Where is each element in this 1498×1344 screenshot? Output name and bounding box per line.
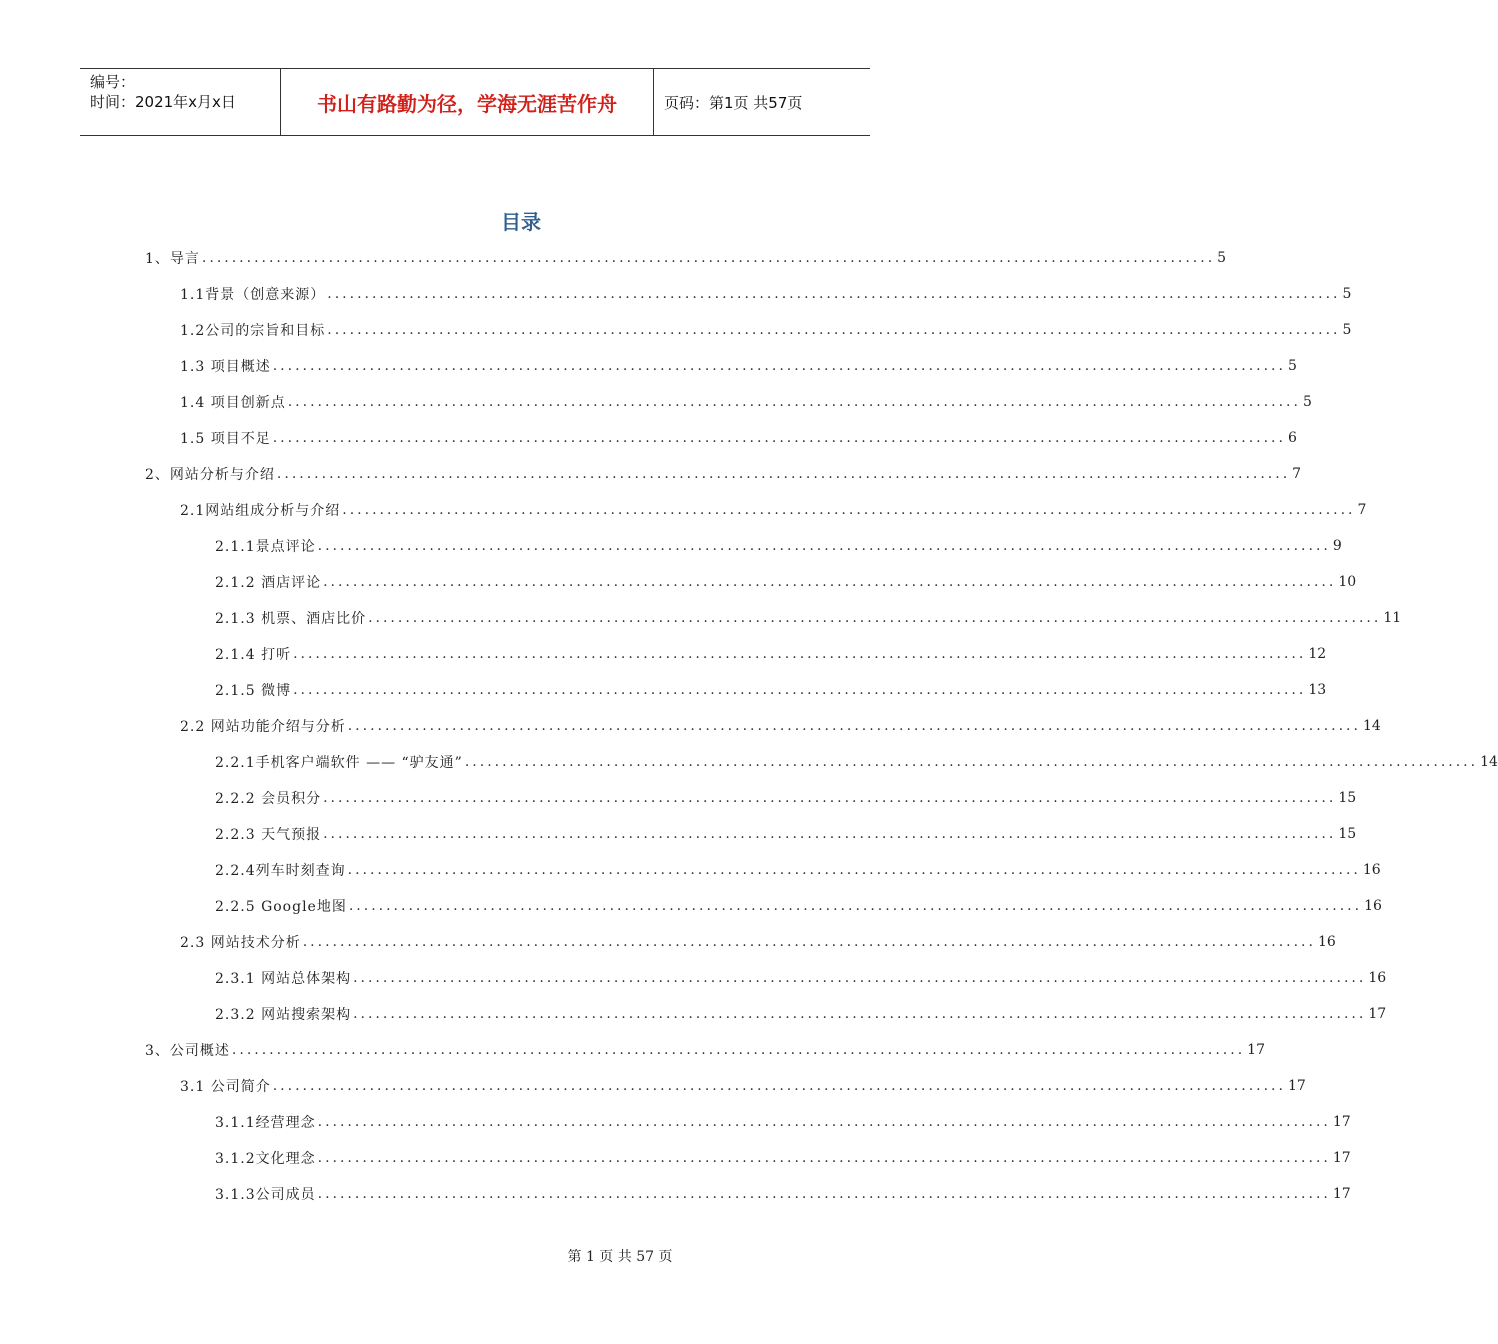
- toc-entry-label: 3.1.2文化理念: [215, 1151, 316, 1167]
- toc-entry[interactable]: [215, 960, 1387, 996]
- header-meta-cell: [80, 69, 281, 135]
- toc-leader-dots: ........................................................................................................................................: [464, 754, 1479, 770]
- toc-entry[interactable]: [145, 1032, 1265, 1068]
- toc-leader-dots: ........................................................................................................................................: [272, 430, 1286, 446]
- toc-entry-label: 2.1.3 机票、酒店比价: [215, 611, 367, 627]
- toc-leader-dots: ........................................................................................................................................: [327, 286, 1341, 302]
- toc-leader-dots: ........................................................................................................................................: [276, 466, 1291, 482]
- toc-entry-page: 7: [1292, 466, 1302, 482]
- toc-entry[interactable]: [215, 996, 1387, 1032]
- toc-entry-label: 2.1.1景点评论: [215, 539, 316, 555]
- toc-entry-label: 1.1背景（创意来源）: [180, 287, 326, 303]
- header-table: [80, 68, 870, 136]
- toc-entry-page: 17: [1332, 1114, 1351, 1130]
- toc-title: 目录: [501, 210, 541, 234]
- toc-entry-label: 3.1.3公司成员: [215, 1187, 316, 1203]
- document-time-label: 时间：2021年x月x日: [90, 93, 236, 111]
- toc-entry[interactable]: [180, 384, 1312, 420]
- toc-entry[interactable]: [215, 1104, 1351, 1140]
- toc-leader-dots: ........................................................................................................................................: [293, 646, 1307, 662]
- toc-leader-dots: ........................................................................................................................................: [323, 826, 1337, 842]
- toc-entry[interactable]: [215, 528, 1342, 564]
- toc-entry-label: 2.1.5 微博: [215, 683, 292, 699]
- toc-entry-label: 3、公司概述: [145, 1043, 230, 1059]
- toc-entry-page: 13: [1308, 682, 1327, 698]
- toc-entry-label: 1.5 项目不足: [180, 431, 271, 447]
- toc-entry[interactable]: [180, 348, 1297, 384]
- toc-entry-page: 11: [1383, 610, 1402, 626]
- toc-entry-page: 16: [1364, 898, 1382, 914]
- toc-entry-page: 5: [1287, 358, 1297, 374]
- toc-entry[interactable]: [145, 456, 1302, 492]
- document-number-label: 编号：: [90, 73, 136, 91]
- toc-entry-label: 2.2.2 会员积分: [215, 791, 322, 807]
- toc-entry[interactable]: [215, 600, 1402, 636]
- toc-leader-dots: ........................................................................................................................................: [327, 322, 1341, 338]
- toc-entry-page: 7: [1357, 502, 1367, 518]
- toc-entry-page: 15: [1338, 790, 1357, 806]
- toc-entry[interactable]: [215, 816, 1357, 852]
- toc-entry-page: 5: [1217, 250, 1227, 266]
- toc-leader-dots: ........................................................................................................................................: [287, 394, 1301, 410]
- toc-leader-dots: ........................................................................................................................................: [317, 1150, 1331, 1166]
- toc-leader-dots: ........................................................................................................................................: [347, 862, 1361, 878]
- toc-entry[interactable]: [145, 240, 1227, 276]
- toc-entry-label: 2、网站分析与介绍: [145, 467, 275, 483]
- toc-entry[interactable]: [180, 924, 1336, 960]
- toc-entry-page: 6: [1287, 430, 1297, 446]
- toc-entry-label: 2.1网站组成分析与介绍: [180, 503, 341, 519]
- header-motto: 书山有路勤为径，学海无涯苦作舟: [281, 69, 654, 135]
- toc-leader-dots: ........................................................................................................................................: [317, 1186, 1331, 1202]
- toc-leader-dots: ........................................................................................................................................: [231, 1042, 1246, 1058]
- toc-entry-page: 17: [1247, 1042, 1265, 1058]
- toc-entry-page: 17: [1332, 1186, 1351, 1202]
- toc-entry[interactable]: [215, 744, 1498, 780]
- toc-entry-label: 3.1 公司简介: [180, 1079, 271, 1095]
- toc-leader-dots: ........................................................................................................................................: [317, 538, 1331, 554]
- toc-entry[interactable]: [215, 1140, 1351, 1176]
- toc-leader-dots: ........................................................................................................................................: [342, 502, 1356, 518]
- toc-entry-label: 2.1.2 酒店评论: [215, 575, 322, 591]
- toc-entry-label: 2.1.4 打听: [215, 647, 292, 663]
- toc-entry-label: 2.3.1 网站总体架构: [215, 971, 352, 987]
- toc-entry-page: 15: [1338, 826, 1357, 842]
- toc-entry-label: 2.2.4列车时刻查询: [215, 863, 346, 879]
- toc-leader-dots: ........................................................................................................................................: [201, 250, 1216, 266]
- toc-leader-dots: ........................................................................................................................................: [323, 574, 1337, 590]
- toc-leader-dots: ........................................................................................................................................: [293, 682, 1307, 698]
- page-footer: 第 1 页 共 57 页: [567, 1249, 673, 1265]
- toc-entry[interactable]: [215, 636, 1327, 672]
- toc-entry-page: 14: [1480, 754, 1498, 770]
- toc-entry[interactable]: [215, 780, 1357, 816]
- toc-entry[interactable]: [180, 492, 1367, 528]
- toc-entry-label: 2.3.2 网站搜索架构: [215, 1007, 352, 1023]
- toc-entry[interactable]: [215, 564, 1357, 600]
- toc-entry-label: 2.2.3 天气预报: [215, 827, 322, 843]
- toc-entry[interactable]: [180, 312, 1352, 348]
- toc-entry-page: 5: [1342, 286, 1352, 302]
- toc-entry[interactable]: [180, 1068, 1306, 1104]
- toc-leader-dots: ........................................................................................................................................: [272, 1078, 1286, 1094]
- toc-entry-page: 10: [1338, 574, 1357, 590]
- toc-entry-label: 1.3 项目概述: [180, 359, 271, 375]
- toc-entry-page: 16: [1368, 970, 1387, 986]
- toc-entry-page: 9: [1332, 538, 1342, 554]
- toc-entry-page: 17: [1332, 1150, 1351, 1166]
- toc-entry[interactable]: [180, 420, 1297, 456]
- toc-entry-page: 5: [1342, 322, 1352, 338]
- toc-entry-page: 5: [1302, 394, 1312, 410]
- toc-leader-dots: ........................................................................................................................................: [368, 610, 1382, 626]
- toc-entry-label: 2.2.1手机客户端软件 —— “驴友通”: [215, 755, 463, 771]
- toc-entry-page: 17: [1368, 1006, 1387, 1022]
- toc-entry-label: 2.3 网站技术分析: [180, 935, 301, 951]
- toc-entry[interactable]: [215, 672, 1327, 708]
- toc-leader-dots: ........................................................................................................................................: [347, 718, 1361, 734]
- toc-leader-dots: ........................................................................................................................................: [323, 790, 1337, 806]
- toc-leader-dots: ........................................................................................................................................: [353, 1006, 1367, 1022]
- toc-entry-label: 2.2 网站功能介绍与分析: [180, 719, 346, 735]
- toc-entry-page: 16: [1317, 934, 1336, 950]
- toc-entry[interactable]: [180, 276, 1352, 312]
- toc-entry-page: 17: [1287, 1078, 1306, 1094]
- toc-entry-label: 1.4 项目创新点: [180, 395, 286, 411]
- toc-leader-dots: ........................................................................................................................................: [302, 934, 1316, 950]
- toc-entry-label: 3.1.1经营理念: [215, 1115, 316, 1131]
- toc-entry[interactable]: [215, 888, 1382, 924]
- toc-leader-dots: ........................................................................................................................................: [317, 1114, 1331, 1130]
- toc-entry-page: 14: [1362, 718, 1381, 734]
- toc-entry[interactable]: [180, 708, 1381, 744]
- toc-leader-dots: ........................................................................................................................................: [272, 358, 1286, 374]
- header-page-info: 页码：第1页 共57页: [664, 93, 803, 112]
- toc-entry-page: 12: [1308, 646, 1327, 662]
- toc-leader-dots: ........................................................................................................................................: [348, 898, 1363, 914]
- toc-entry-label: 2.2.5 Google地图: [215, 899, 347, 915]
- toc-entry-label: 1、导言: [145, 251, 200, 267]
- toc-entry-page: 16: [1362, 862, 1381, 878]
- toc-entry[interactable]: [215, 1176, 1351, 1212]
- toc-entry-label: 1.2公司的宗旨和目标: [180, 323, 326, 339]
- toc-entry[interactable]: [215, 852, 1381, 888]
- toc-leader-dots: ........................................................................................................................................: [353, 970, 1367, 986]
